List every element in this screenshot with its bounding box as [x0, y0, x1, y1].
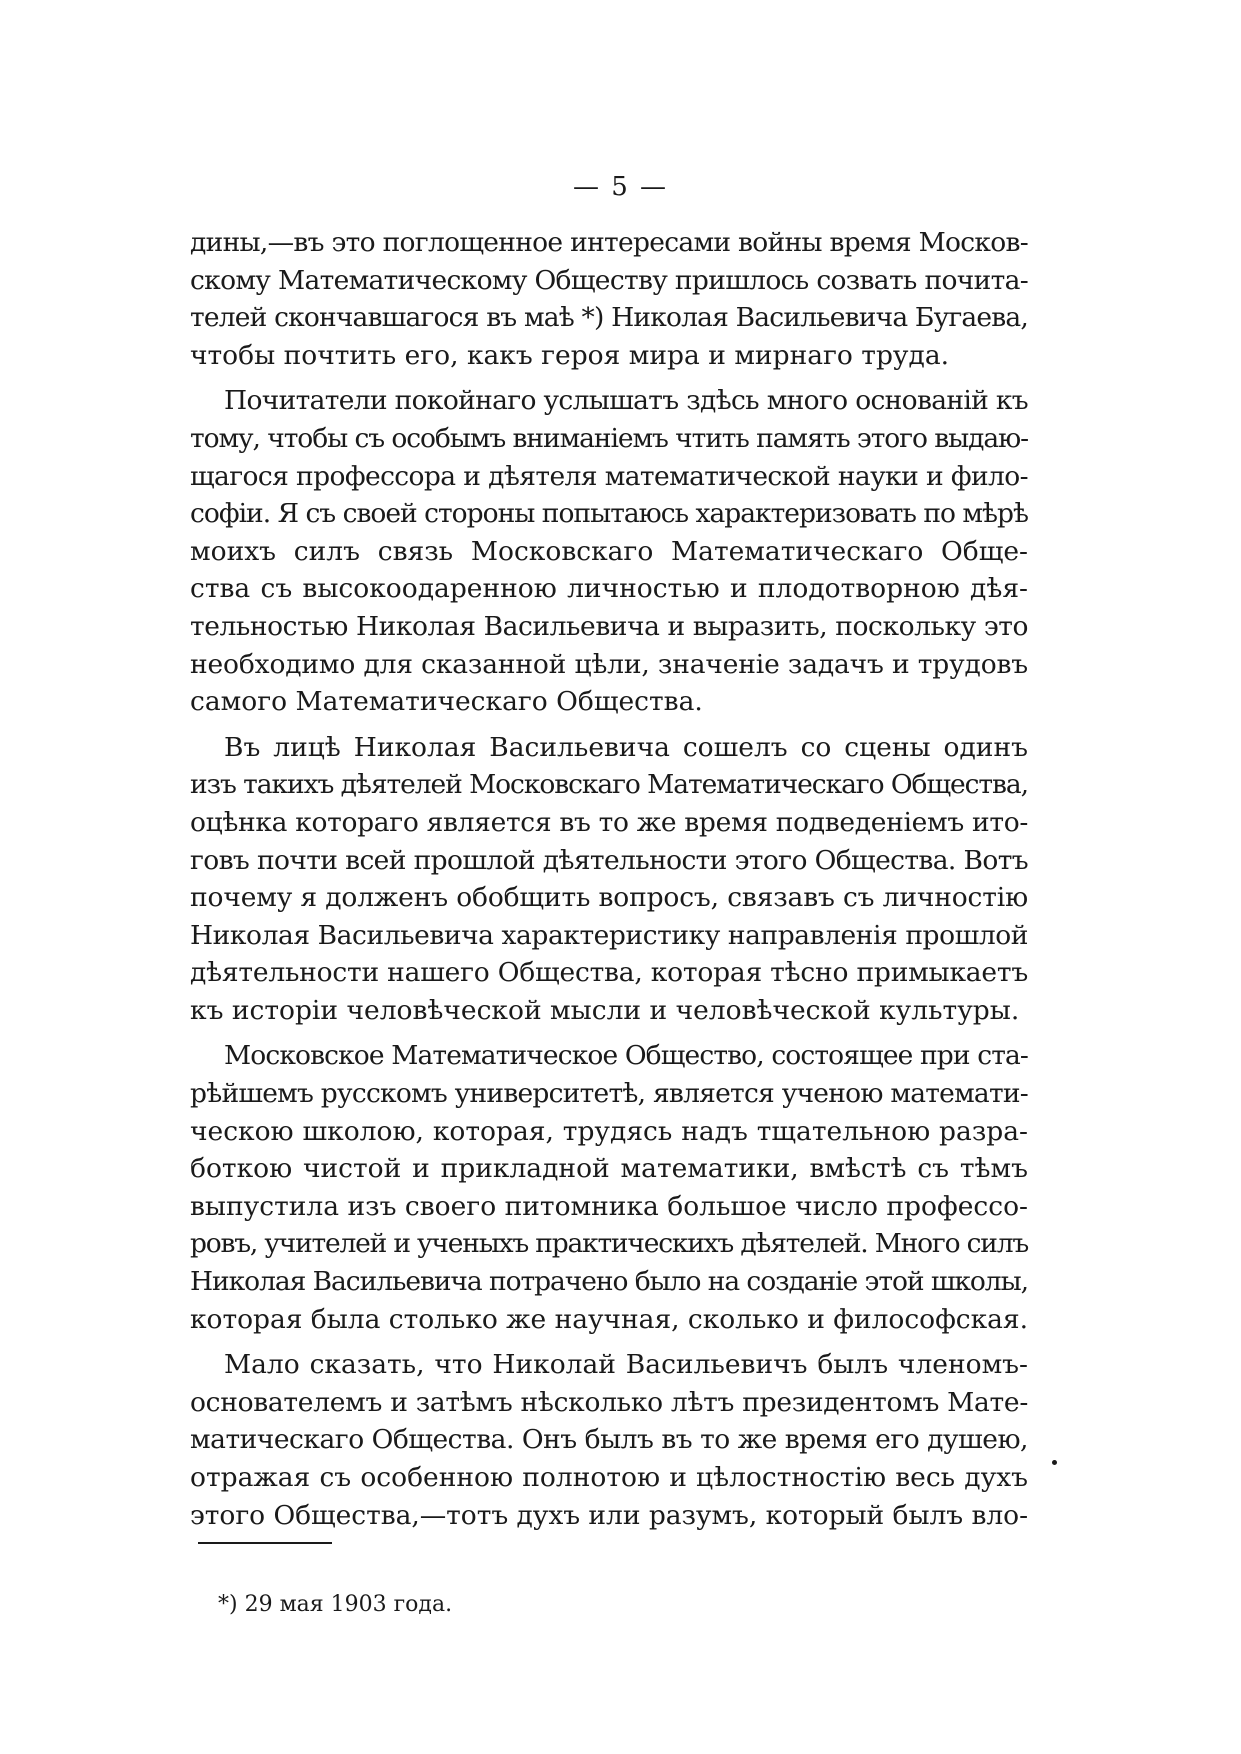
text-line: Въ лицѣ Николая Васильевича сошелъ со сцены одинъ	[224, 731, 1028, 763]
text-line: Мало сказать, что Николай Васильевичъ былъ членомъ-	[224, 1349, 1028, 1381]
text-line: этого Общества,—тотъ духъ или разумъ, который былъ вло-	[190, 1499, 1028, 1531]
text-line: ства съ высокоодаренною личностью и плодотворною дѣя-	[190, 573, 1028, 605]
text-line: говъ почти всей прошлой дѣятельности этого Общества. Вотъ	[190, 844, 1028, 876]
text-line: которая была столько же научная, сколько и философская.	[190, 1303, 1028, 1335]
text-line: ческою школою, которая, трудясь надъ тщательною разра-	[190, 1115, 1028, 1147]
body-text	[190, 224, 1028, 1534]
text-line: Николая Васильевича потрачено было на созданіе этой школы,	[190, 1266, 1028, 1298]
text-line: Московское Математическое Общество, состоящее при ста-	[224, 1040, 1028, 1072]
text-line: софіи. Я съ своей стороны попытаюсь характеризовать по мѣрѣ	[190, 498, 1028, 530]
text-line: оцѣнка котораго является въ то же время подведеніемъ ито-	[190, 806, 1028, 838]
text-line: дѣятельности нашего Общества, которая тѣсно примыкаетъ	[190, 957, 1028, 989]
text-line: рѣйшемъ русскомъ университетѣ, является ученою математи-	[190, 1078, 1028, 1110]
footnote: *) 29 мая 1903 года.	[218, 1592, 453, 1617]
ink-speck	[1052, 1460, 1057, 1465]
paragraph-1	[190, 224, 1028, 374]
paragraph-5	[190, 1346, 1028, 1534]
text-line: ровъ, учителей и ученыхъ практическихъ дѣятелей. Много силъ	[190, 1228, 1029, 1260]
text-line: почему я долженъ обобщить вопросъ, связавъ съ личностію	[190, 882, 1028, 914]
text-line: отражая съ особенною полнотою и цѣлостностію весь духъ	[190, 1462, 1028, 1493]
text-line: телей скончавшагося въ маѣ *) Николая Васильевича Бугаева,	[190, 302, 1028, 334]
page-number: — 5 —	[572, 172, 669, 202]
text-line: боткою чистой и прикладной математики, вмѣстѣ съ тѣмъ	[190, 1153, 1028, 1185]
paragraph-2	[190, 382, 1028, 720]
text-line: Николая Васильевича характеристику направленія прошлой	[190, 919, 1028, 951]
footnote-rule	[198, 1542, 332, 1544]
text-line: чтобы почтить его, какъ героя мира и мирнаго труда.	[190, 339, 950, 371]
text-line: къ исторіи человѣческой мысли и человѣческой культуры.	[190, 994, 1020, 1026]
text-line: самого Математическаго Общества.	[190, 686, 703, 718]
text-line: необходимо для сказанной цѣли, значеніе задачъ и трудовъ	[190, 648, 1028, 680]
text-line: выпустила изъ своего питомника большое число профессо-	[190, 1190, 1028, 1222]
text-line: щагося профессора и дѣятеля математической науки и фило-	[190, 460, 1028, 492]
text-line: изъ такихъ дѣятелей Московскаго Математическаго Общества,	[190, 769, 1028, 801]
text-line: матическаго Общества. Онъ былъ въ то же время его душею,	[190, 1424, 1028, 1456]
text-line: дины,—въ это поглощенное интересами войны время Москов-	[190, 227, 1028, 258]
text-line: Почитатели покойнаго услышатъ здѣсь много основаній къ	[224, 385, 1028, 417]
text-line: скому Математическому Обществу пришлось созвать почита-	[190, 264, 1028, 296]
paragraph-3	[190, 729, 1028, 1030]
text-line: основателемъ и затѣмъ нѣсколько лѣтъ президентомъ Мате-	[190, 1386, 1028, 1418]
text-line: тельностью Николая Васильевича и выразить, поскольку это	[190, 610, 1028, 642]
text-line: моихъ силъ связь Московскаго Математическаго Обще-	[190, 535, 1028, 567]
text-line: тому, чтобы съ особымъ вниманіемъ чтить память этого выдаю-	[190, 422, 1028, 454]
paragraph-4	[190, 1037, 1028, 1338]
